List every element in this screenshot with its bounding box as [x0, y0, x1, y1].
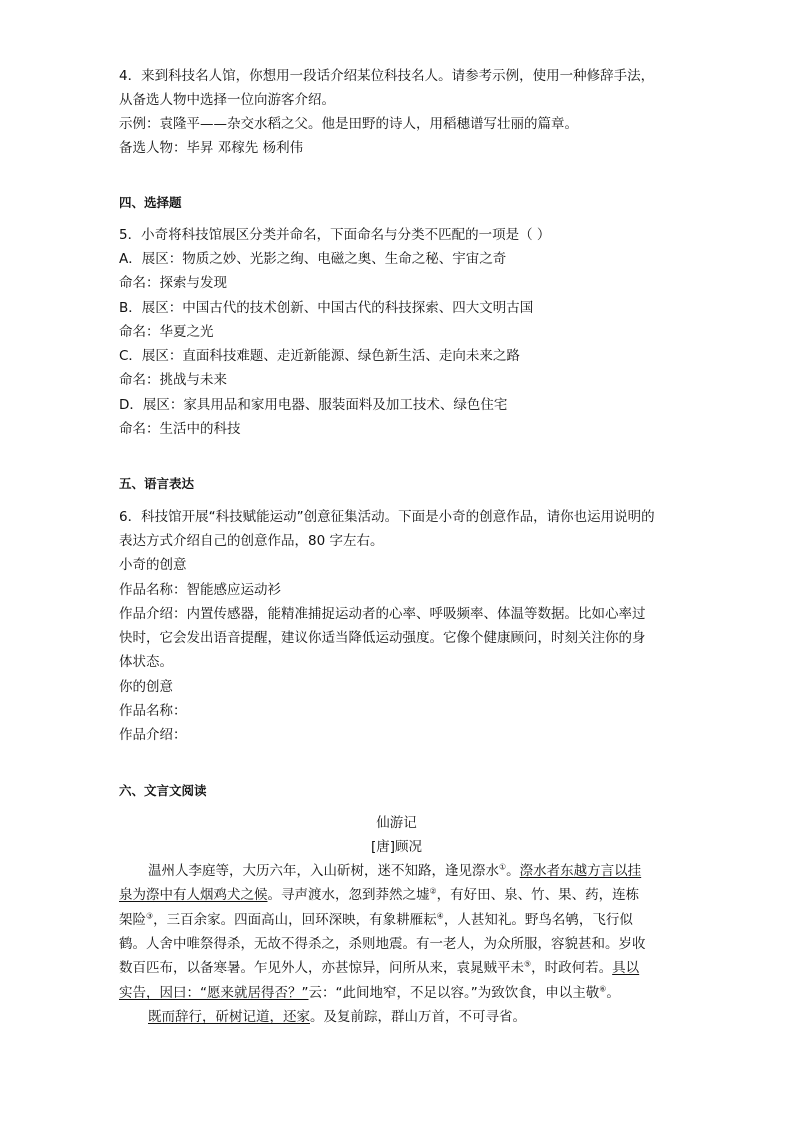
xiaoqi-intro-line-3: 体状态。 [119, 654, 173, 670]
passage-text: 数百匹布，以备寒暑。乍见外人，亦甚惊异，问所从来，袁晁贼平未 [119, 960, 524, 976]
footnote-mark: ④ [436, 911, 444, 921]
section-4-heading: 四、选择题 [119, 195, 182, 210]
footnote-mark: ⑤ [524, 959, 532, 969]
underlined-sentence: 漈水者东越方言以挂 [519, 863, 642, 879]
footnote-mark: ③ [146, 911, 154, 921]
passage-text: 。及复前踪，群山万首，不可寻省。 [310, 1009, 526, 1025]
footnote-mark: ② [429, 886, 437, 896]
passage-text: ，三百余家。四面高山，回环深映，有象耕雁耘 [153, 912, 437, 928]
passage-line-7 [148, 1007, 526, 1027]
my-work-name-field: 作品名称： [119, 703, 187, 719]
passage-line-3 [119, 910, 633, 930]
q5-option-d-exhibits: D．展区：家具用品和家用电器、服装面料及加工技术、绿色住宅 [119, 397, 508, 413]
xiaoqi-intro-line-1: 作品介绍：内置传感器，能精准捕捉运动者的心率、呼吸频率、体温等数据。比如心率过 [119, 606, 646, 622]
passage-text: 。 [506, 863, 520, 879]
q5-option-c-name: 命名：挑战与未来 [119, 372, 227, 388]
passage-line-1 [148, 861, 641, 881]
passage-text: ，有好田、泉、竹、果、药，连栋 [436, 887, 640, 903]
q5-option-d-name: 命名：生活中的科技 [119, 421, 241, 437]
passage-line-5 [119, 958, 639, 978]
underlined-sentence: 既而辞行，斫树记道，还家 [148, 1009, 310, 1025]
q6-line-2: 表达方式介绍自己的创意作品，80 字左右。 [119, 533, 384, 549]
passage-text: 。寻声渡水，忽到莽然之墟 [267, 887, 430, 903]
passage-title: 仙游记 [376, 815, 417, 831]
xiaoqi-creative-title: 小奇的创意 [119, 557, 187, 573]
underlined-sentence: 具以 [612, 960, 640, 976]
passage-text: 架险 [119, 912, 146, 928]
underlined-sentence: 实告，因曰：“愿来就居得否？” [119, 985, 309, 1001]
section-6-heading: 六、文言文阅读 [119, 783, 207, 798]
footnote-mark: ① [499, 862, 507, 872]
passage-line-4: 鹤。人舍中唯祭得杀，无故不得杀之，杀则地震。有一老人，为众所服，容貌甚和。岁收 [119, 936, 646, 952]
q5-option-a-exhibits: A．展区：物质之妙、光影之绚、电磁之奥、生命之秘、宇宙之奇 [119, 251, 507, 267]
passage-author: [唐]顾况 [370, 839, 423, 855]
q5-option-b-name: 命名：华夏之光 [119, 324, 214, 340]
section-5-heading: 五、语言表达 [119, 476, 195, 491]
q5-option-a-name: 命名：探索与发现 [119, 275, 227, 291]
xiaoqi-intro-line-2: 快时，它会发出语音提醒，建议你适当降低运动强度。它像个健康顾问，时刻关注你的身 [119, 630, 646, 646]
passage-line-2 [119, 885, 639, 905]
q4-line-2: 从备选人物中选择一位向游客介绍。 [119, 92, 335, 108]
q4-example: 示例：袁隆平——杂交水稻之父。他是田野的诗人，用稻穗谱写壮丽的篇章。 [119, 116, 578, 132]
my-work-intro-field: 作品介绍： [119, 727, 187, 743]
q4-line-1: 4．来到科技名人馆，你想用一段话介绍某位科技名人。请参考示例，使用一种修辞手法， [119, 68, 655, 84]
q5-stem: 5．小奇将科技馆展区分类并命名，下面命名与分类不匹配的一项是（ ） [119, 227, 551, 243]
passage-text: 。 [606, 985, 620, 1001]
q6-line-1: 6．科技馆开展“科技赋能运动”创意征集活动。下面是小奇的创意作品，请你也运用说明的 [119, 509, 655, 525]
passage-text: ，时政何若。 [531, 960, 613, 976]
xiaoqi-work-name: 作品名称：智能感应运动衫 [119, 582, 281, 598]
q5-option-c-exhibits: C．展区：直面科技难题、走近新能源、绿色新生活、走向未来之路 [119, 348, 520, 364]
underlined-sentence: 泉为漈中有人烟鸡犬之候 [119, 887, 268, 903]
passage-text: ，人甚知礼。野鸟名鸲，飞行似 [443, 912, 633, 928]
q5-option-b-exhibits: B．展区：中国古代的技术创新、中国古代的科技探索、四大文明古国 [119, 300, 534, 316]
q4-candidates: 备选人物：毕昇 邓稼先 杨利伟 [119, 140, 304, 156]
passage-line-6 [119, 983, 620, 1003]
passage-text: 温州人李庭等，大历六年，入山斫树，迷不知路，逢见漈水 [148, 863, 499, 879]
my-creative-title: 你的创意 [119, 679, 173, 695]
passage-text: 云：“此间地窄，不足以容。”为致饮食，申以主敬 [308, 985, 600, 1001]
footnote-mark: ⑥ [599, 984, 607, 994]
